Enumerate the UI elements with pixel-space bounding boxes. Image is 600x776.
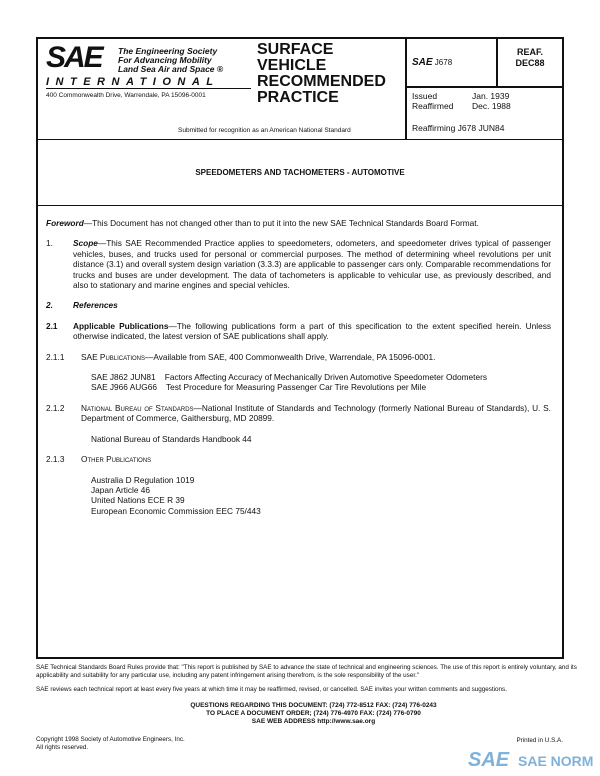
- reaf-label: REAF.: [516, 47, 543, 57]
- section-text: —National Institute of Standards and Technology (formerly National Bureau of Standards), U. S. Department of Commerce, Gaithersburg, MD 20899.: [81, 402, 551, 424]
- reaffirmed-label: Reaffirmed: [412, 101, 454, 111]
- reaf-date: DEC88: [515, 58, 545, 68]
- rules-note: SAE Technical Standards Board Rules provide that: "This report is published by SAE to advance the state of technical and engineering sciences. The use of this report is entirely voluntary, and its applicability and suitability for any particular use, including any patent infringement arising therefrom, is the sole responsibility of the user.": [36, 664, 577, 679]
- section-number: 2.1.1: [46, 351, 65, 362]
- sae-tagline: [118, 47, 248, 74]
- sae-publications-list: [46, 372, 551, 393]
- section-heading: Scope: [73, 238, 98, 249]
- section-number: 2.: [46, 300, 53, 311]
- publication-item: United Nations ECE R 39: [91, 495, 185, 506]
- reaffirmed-date: Dec. 1988: [472, 101, 511, 111]
- section-heading: Applicable Publications: [73, 320, 169, 331]
- section-2-1-3: [46, 454, 551, 464]
- doc-number: J678: [434, 58, 453, 67]
- document-title: SPEEDOMETERS AND TACHOMETERS - AUTOMOTIVE: [38, 140, 562, 206]
- publication-item: Australia D Regulation 1019: [91, 474, 195, 485]
- section-2-1-1: [46, 352, 551, 362]
- doc-type-line: VEHICLE: [257, 57, 327, 74]
- tagline-line: Land Sea Air and Space ®: [118, 64, 224, 74]
- publication-item: Japan Article 46: [91, 484, 151, 495]
- doc-type-line: RECOMMENDED: [257, 73, 386, 90]
- contact-info: [36, 702, 591, 726]
- foreword: [46, 218, 551, 228]
- sae-address: 400 Commonwealth Drive, Warrendale, PA 15096-0001: [46, 92, 206, 99]
- section-text: —The following publications form a part of this specification to the extent specified herein. Unless otherwise indicated, the latest version of SAE publications shall apply.: [73, 320, 551, 342]
- publication-item: SAE J862 JUN81 Factors Affecting Accuracy of Mechanically Driven Automotive Speedometer Odometers: [91, 372, 487, 383]
- publication-item: European Economic Commission EEC 75/443: [91, 505, 261, 516]
- section-number: 2.1: [46, 320, 58, 331]
- sae-logo: SAE: [46, 41, 102, 74]
- section-number: 2.1.3: [46, 454, 65, 465]
- reaf-box: [501, 47, 559, 69]
- divider: [496, 39, 498, 86]
- section-number: 1.: [46, 238, 53, 249]
- printed-note: Printed in U.S.A.: [516, 737, 563, 744]
- sae-watermark-logo: SAE: [468, 749, 510, 771]
- document-header: [38, 39, 562, 140]
- international-label: INTERNATIONAL: [46, 76, 251, 89]
- section-heading: SAE Publications: [81, 351, 146, 362]
- copyright: Copyright 1998 Society of Automotive Engineers, Inc.: [36, 736, 185, 743]
- sae-norm-watermark: SAE NORM: [518, 753, 594, 769]
- doc-type-line: SURFACE: [257, 41, 334, 58]
- document-type: [257, 42, 386, 106]
- nbs-publication: National Bureau of Standards Handbook 44: [91, 433, 252, 444]
- section-2-1: [46, 321, 551, 342]
- doc-type-line: PRACTICE: [257, 89, 339, 106]
- document-body: [46, 218, 551, 526]
- order-line: TO PLACE A DOCUMENT ORDER; (724) 776-4970 FAX: (724) 776-0790: [206, 710, 421, 717]
- issued-label: Issued: [412, 91, 438, 101]
- questions-line: QUESTIONS REGARDING THIS DOCUMENT: (724) 772-8512 FAX: (724) 776-0243: [190, 702, 437, 709]
- section-heading: National Bureau of Standards: [81, 402, 194, 413]
- section-1: [46, 238, 551, 290]
- section-heading: References: [73, 300, 118, 311]
- tagline-line: For Advancing Mobility: [118, 55, 212, 65]
- section-text: —Available from SAE, 400 Commonwealth Drive, Warrendale, PA 15096-0001.: [145, 351, 436, 362]
- issued-date: Jan. 1939: [472, 91, 510, 101]
- web-address: SAE WEB ADDRESS http://www.sae.org: [251, 718, 376, 725]
- review-note: SAE reviews each technical report at least every five years at which time it may be reaffirmed, revised, or cancelled. SAE invites your written comments and suggestions.: [36, 686, 507, 693]
- section-text: —This SAE Recommended Practice applies to speedometers, odometers, and speedometer drives typical of passenger vehicles, buses, and trucks used for personal or commercial purposes. The method of determining wheel revolutions per unit distance (3.1) and overall system design variation (3.3.3) are applicable to passenger cars only. Comparable recommendations for trucks and buses are under development. The data of tachometers is applicable to vehicular use, as previously described, and also to stationary and marine engines and special vehicles.: [73, 238, 551, 291]
- foreword-text: —This Document has not changed other than to put it into the new SAE Technical Standards Board Format.: [83, 218, 479, 228]
- submitted-note: Submitted for recognition as an American National Standard: [178, 127, 351, 134]
- divider: [405, 39, 407, 140]
- document-number: [412, 57, 452, 68]
- tagline-line: The Engineering Society: [118, 46, 218, 56]
- section-2-1-2: [46, 403, 551, 424]
- divider: [405, 86, 562, 88]
- issue-dates: [412, 91, 532, 111]
- foreword-heading: Foreword: [46, 218, 84, 228]
- reaffirming-note: Reaffirming J678 JUN84: [412, 123, 505, 133]
- section-heading: Other Publications: [81, 454, 152, 465]
- section-2: [46, 300, 551, 310]
- other-publications-list: [46, 475, 551, 517]
- rights-reserved: All rights reserved.: [36, 744, 89, 751]
- sae-mark: SAE: [412, 57, 433, 68]
- publication-item: SAE J966 AUG66 Test Procedure for Measuring Passenger Car Tire Revolutions per Mile: [91, 382, 427, 393]
- section-number: 2.1.2: [46, 402, 65, 413]
